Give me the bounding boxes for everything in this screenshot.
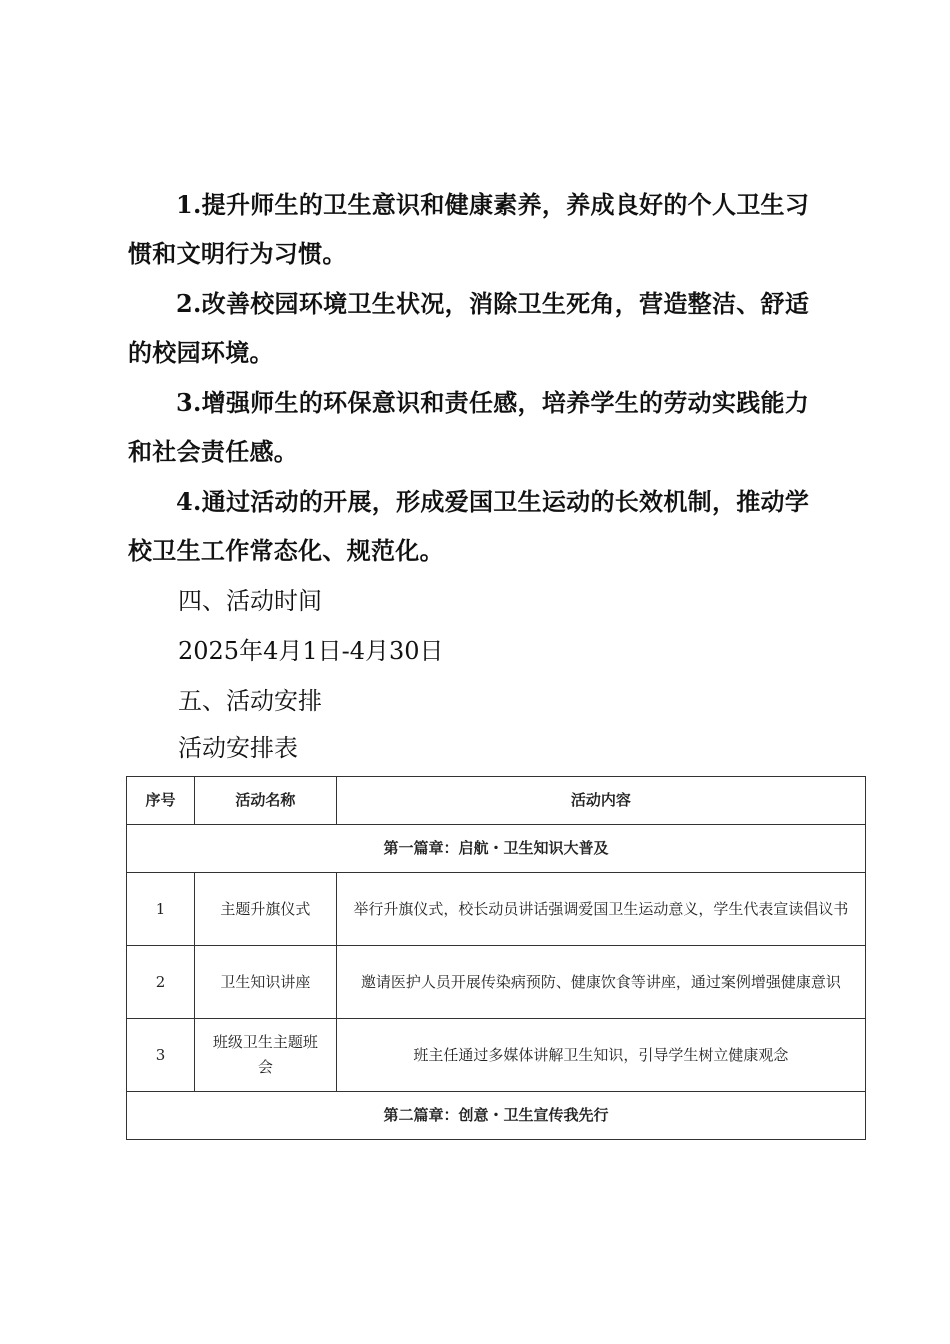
objective-text: 增强师生的环保意识和责任感，培养学生的劳动实践能力和社会责任感。 [128,389,810,466]
row-number: 2 [127,946,195,1019]
row-activity-name: 班级卫生主题班会 [194,1019,336,1092]
header-activity-name: 活动名称 [194,777,336,825]
section-heading-activity-arrangement: 五、活动安排 [178,687,322,715]
objective-number: 3. [176,388,202,417]
table-row [127,873,866,946]
objective-number: 4. [176,487,202,516]
section-heading-activity-time: 四、活动时间 [178,587,322,615]
row-activity-content: 举行升旗仪式，校长动员讲话强调爱国卫生运动意义，学生代表宣读倡议书 [336,873,865,946]
header-activity-content: 活动内容 [336,777,865,825]
objective-text: 改善校园环境卫生状况，消除卫生死角，营造整洁、舒适的校园环境。 [128,290,810,367]
row-activity-name: 卫生知识讲座 [194,946,336,1019]
objective-number: 2. [176,289,202,318]
objective-text: 通过活动的开展，形成爱国卫生运动的长效机制，推动学校卫生工作常态化、规范化。 [128,488,810,565]
row-number: 3 [127,1019,195,1092]
objective-1 [128,180,832,279]
chapter-title: 第一篇章：启航・卫生知识大普及 [127,825,866,873]
activity-date-range: 2025年4月1日-4月30日 [178,637,444,665]
row-activity-content: 邀请医护人员开展传染病预防、健康饮食等讲座，通过案例增强健康意识 [336,946,865,1019]
objective-number: 1. [176,190,202,219]
chapter-title: 第二篇章：创意・卫生宣传我先行 [127,1092,866,1140]
row-number: 1 [127,873,195,946]
objective-2 [128,279,832,378]
row-activity-content: 班主任通过多媒体讲解卫生知识，引导学生树立健康观念 [336,1019,865,1092]
objective-3 [128,378,832,477]
header-number: 序号 [127,777,195,825]
objective-text: 提升师生的卫生意识和健康素养，养成良好的个人卫生习惯和文明行为习惯。 [128,191,810,268]
row-activity-name: 主题升旗仪式 [194,873,336,946]
table-row [127,946,866,1019]
chapter-row-2 [127,1092,866,1140]
chapter-row-1 [127,825,866,873]
objective-4 [128,477,832,576]
table-title: 活动安排表 [178,734,298,762]
table-row [127,1019,866,1092]
document-body [128,180,832,770]
table-header-row [127,777,866,825]
activity-schedule-table [126,776,866,1140]
